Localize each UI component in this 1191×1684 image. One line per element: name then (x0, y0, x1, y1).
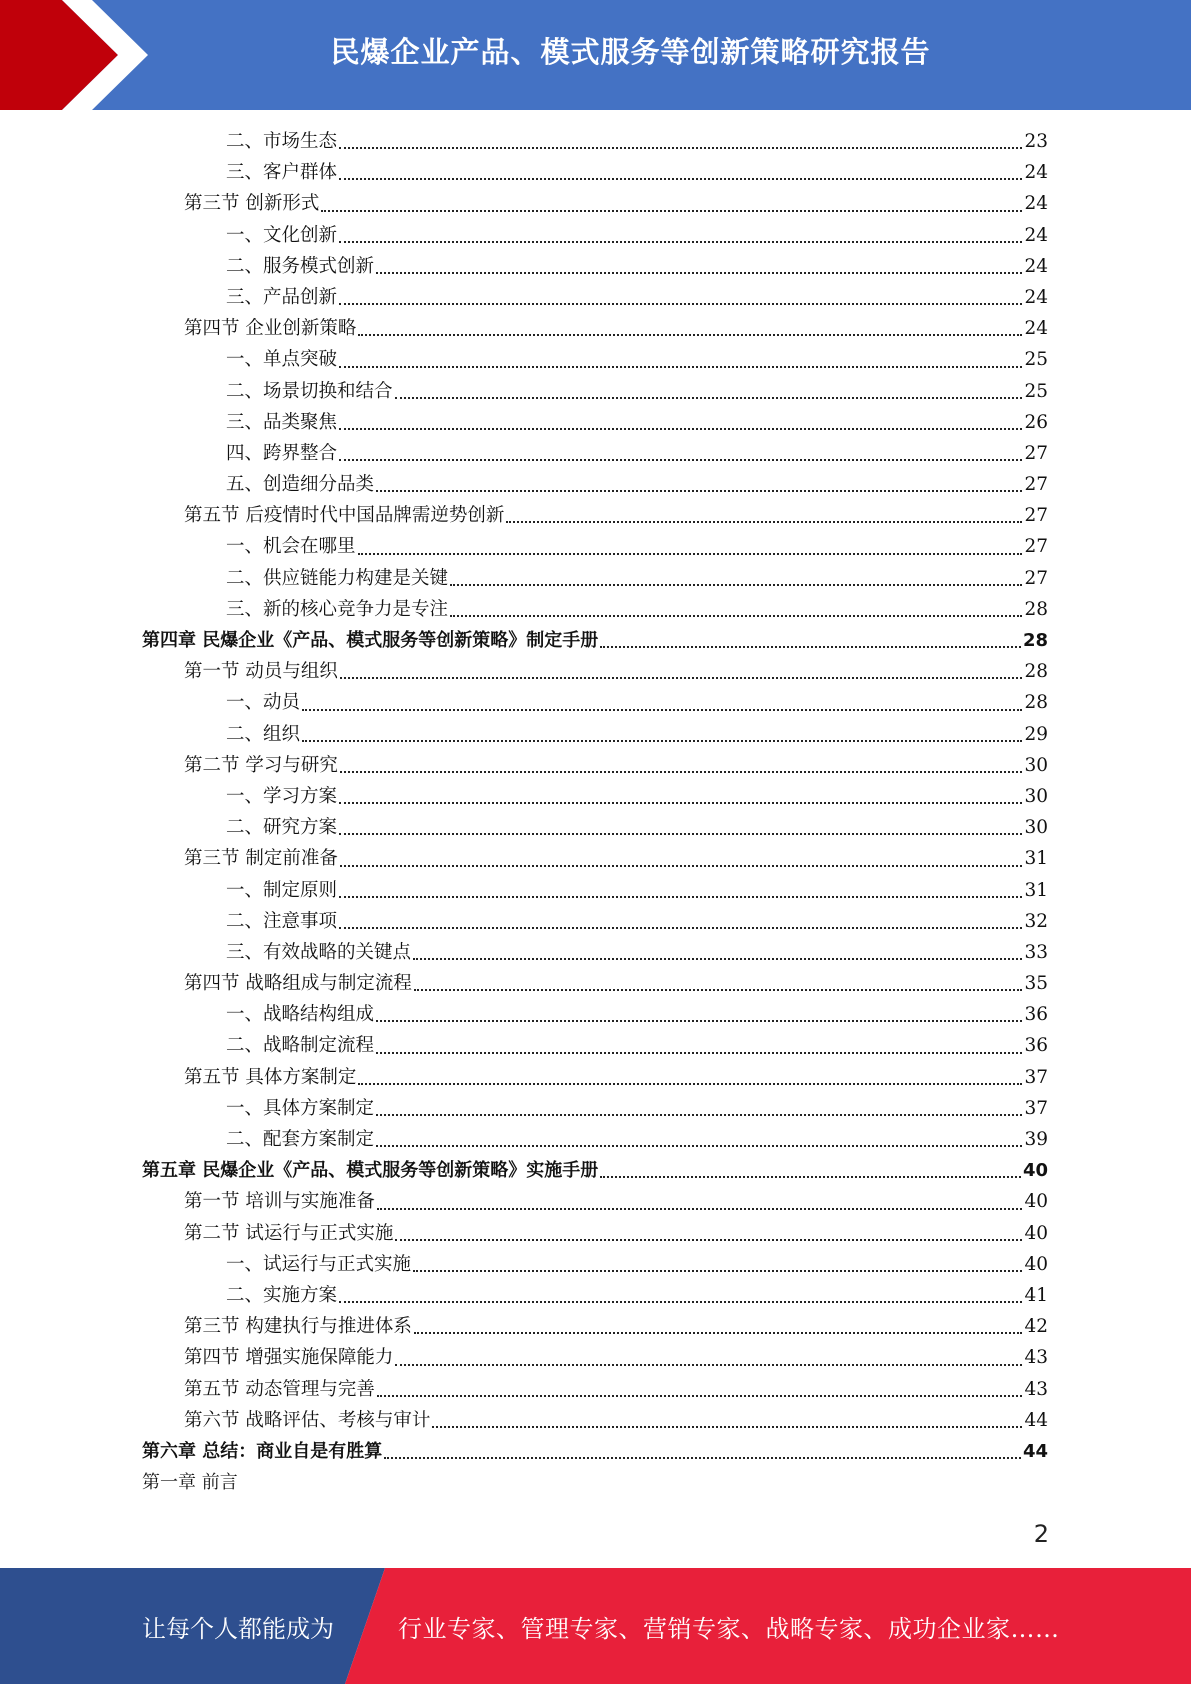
toc-entry[interactable] (142, 719, 1048, 750)
toc-entry-page: 43 (1024, 1347, 1048, 1369)
toc-dot-leader (377, 1395, 1023, 1397)
toc-dot-leader (339, 366, 1022, 368)
toc-dot-leader (414, 989, 1023, 991)
toc-dot-leader (302, 740, 1022, 742)
toc-entry-title: 一、制定原则 (226, 879, 338, 901)
toc-entry-page: 24 (1024, 224, 1048, 246)
toc-dot-leader (339, 303, 1022, 305)
toc-entry-title: 三、新的核心竞争力是专注 (226, 598, 449, 620)
toc-entry-page: 29 (1024, 723, 1048, 745)
toc-entry-title: 第三节 构建执行与推进体系 (184, 1316, 412, 1338)
toc-entry-page: 36 (1024, 1035, 1048, 1057)
toc-entry-page: 37 (1024, 1097, 1048, 1119)
toc-entry-title: 三、客户群体 (226, 162, 338, 184)
toc-entry-title: 一、具体方案制定 (226, 1097, 375, 1119)
toc-entry-title: 二、实施方案 (226, 1284, 338, 1306)
toc-dot-leader (339, 147, 1022, 149)
toc-dot-leader (600, 1176, 1021, 1178)
toc-entry[interactable] (142, 1249, 1048, 1280)
footer-slogan-right: 行业专家、管理专家、营销专家、战略专家、成功企业家…… (398, 1614, 1060, 1643)
toc-entry-page: 30 (1024, 785, 1048, 807)
toc-dot-leader (376, 490, 1022, 492)
toc-entry[interactable] (142, 313, 1048, 344)
toc-entry[interactable] (142, 1030, 1048, 1061)
toc-dot-leader (358, 334, 1022, 336)
toc-dot-leader (339, 833, 1022, 835)
toc-entry-title: 第六章 总结：商业自是有胜算 (142, 1440, 383, 1462)
toc-entry-title: 二、场景切换和结合 (226, 380, 393, 402)
toc-entry-title: 第五节 后疫情时代中国品牌需逆势创新 (184, 505, 505, 527)
toc-entry[interactable] (142, 875, 1048, 906)
toc-entry-page: 28 (1024, 598, 1048, 620)
toc-entry[interactable] (142, 563, 1048, 594)
toc-dot-leader (376, 1145, 1022, 1147)
toc-entry-title: 二、研究方案 (226, 817, 338, 839)
toc-entry[interactable] (142, 531, 1048, 562)
toc-entry-page: 40 (1024, 1253, 1048, 1275)
toc-entry-page: 26 (1024, 411, 1048, 433)
toc-entry-page: 25 (1024, 349, 1048, 371)
toc-dot-leader (450, 615, 1022, 617)
toc-entry-title: 第一节 动员与组织 (184, 661, 338, 683)
toc-entry-title: 第五章 民爆企业《产品、模式服务等创新策略》实施手册 (142, 1160, 599, 1182)
toc-entry-title: 第四节 增强实施保障能力 (184, 1347, 394, 1369)
toc-entry[interactable] (142, 906, 1048, 937)
toc-entry-title: 第五节 具体方案制定 (184, 1066, 357, 1088)
toc-entry[interactable] (142, 625, 1048, 656)
toc-entry-page: 39 (1024, 1129, 1048, 1150)
toc-entry-page: 28 (1022, 630, 1048, 651)
toc-entry[interactable] (142, 781, 1048, 812)
toc-entry-title: 二、组织 (226, 723, 301, 745)
toc-entry[interactable] (142, 1405, 1048, 1436)
toc-dot-leader (376, 1052, 1022, 1054)
toc-dot-leader (376, 1020, 1022, 1022)
toc-dot-leader (413, 1270, 1022, 1272)
toc-entry-page: 27 (1024, 474, 1048, 496)
toc-entry[interactable] (142, 687, 1048, 718)
toc-entry-title: 第五节 动态管理与完善 (184, 1378, 375, 1400)
toc-entry[interactable] (142, 1093, 1048, 1124)
toc-entry[interactable] (142, 1155, 1048, 1186)
toc-entry-page: 37 (1024, 1066, 1048, 1088)
toc-entry-title: 一、战略结构组成 (226, 1004, 375, 1026)
toc-dot-leader (376, 1114, 1022, 1116)
toc-dot-leader (302, 709, 1022, 711)
toc-entry-page: 42 (1024, 1316, 1048, 1338)
toc-entry-title: 第四节 企业创新策略 (184, 318, 357, 340)
toc-dot-leader (450, 584, 1022, 586)
toc-entry[interactable] (142, 1186, 1048, 1217)
toc-entry[interactable] (142, 937, 1048, 968)
toc-entry[interactable] (142, 999, 1048, 1030)
toc-entry[interactable] (142, 469, 1048, 500)
toc-dot-leader (339, 1301, 1022, 1303)
toc-entry-title: 二、注意事项 (226, 910, 338, 932)
toc-dot-leader (339, 802, 1022, 804)
toc-entry[interactable] (142, 220, 1048, 251)
toc-entry-page: 27 (1024, 567, 1048, 589)
toc-entry-page: 35 (1024, 973, 1048, 995)
toc-entry-title: 第二节 学习与研究 (184, 754, 338, 776)
toc-entry-page: 31 (1024, 879, 1048, 901)
toc-entry-title: 第一章 前言 (142, 1472, 238, 1494)
page-number: 2 (1033, 1520, 1049, 1548)
toc-entry[interactable] (142, 1342, 1048, 1373)
toc-entry[interactable] (142, 500, 1048, 531)
toc-entry-page: 24 (1024, 318, 1048, 340)
toc-entry[interactable] (142, 157, 1048, 188)
toc-entry[interactable] (142, 344, 1048, 375)
toc-entry-page: 33 (1024, 941, 1048, 963)
toc-entry-title: 一、动员 (226, 692, 301, 714)
toc-dot-leader (413, 958, 1022, 960)
toc-entry[interactable] (142, 1280, 1048, 1311)
toc-entry-title: 三、品类聚焦 (226, 411, 338, 433)
toc-dot-leader (358, 553, 1023, 555)
toc-dot-leader (340, 677, 1023, 679)
toc-dot-leader (339, 241, 1022, 243)
toc-entry[interactable] (142, 843, 1048, 874)
toc-dot-leader (395, 397, 1023, 399)
toc-entry-page: 31 (1024, 848, 1048, 870)
toc-entry[interactable] (142, 1374, 1048, 1405)
toc-entry-title: 二、供应链能力构建是关键 (226, 567, 449, 589)
toc-dot-leader (600, 646, 1021, 648)
toc-dot-leader (432, 1426, 1022, 1428)
toc-entry-title: 一、文化创新 (226, 224, 338, 246)
toc-entry-title: 一、试运行与正式实施 (226, 1253, 412, 1275)
toc-entry-page: 27 (1024, 536, 1048, 558)
toc-entry-title: 一、单点突破 (226, 349, 338, 371)
toc-entry-title: 一、机会在哪里 (226, 536, 356, 558)
toc-entry-title: 第二节 试运行与正式实施 (184, 1222, 394, 1244)
toc-entry[interactable] (142, 656, 1048, 687)
toc-entry[interactable] (142, 1467, 1048, 1498)
toc-entry-title: 第三节 制定前准备 (184, 848, 338, 870)
toc-entry[interactable] (142, 407, 1048, 438)
toc-entry[interactable] (142, 1062, 1048, 1093)
toc-dot-leader (414, 1332, 1023, 1334)
toc-entry-title: 第三节 创新形式 (184, 193, 320, 215)
toc-dot-leader (506, 521, 1022, 523)
toc-entry-page: 36 (1024, 1004, 1048, 1026)
toc-entry-page: 27 (1024, 442, 1048, 464)
toc-entry-page: 28 (1024, 661, 1048, 683)
toc-entry[interactable] (142, 126, 1048, 157)
toc-entry[interactable] (142, 1311, 1048, 1342)
toc-entry-page: 24 (1024, 286, 1048, 308)
toc-dot-leader (339, 896, 1022, 898)
footer-slogan-left: 让每个人都能成为 (142, 1614, 334, 1643)
toc-entry-page: 41 (1024, 1284, 1048, 1306)
toc-entry-page: 32 (1024, 910, 1048, 932)
page-footer (0, 1568, 1191, 1684)
toc-entry-page: 40 (1022, 1160, 1048, 1182)
toc-entry-title: 二、配套方案制定 (226, 1129, 375, 1150)
toc-entry[interactable] (142, 1124, 1048, 1155)
toc-entry-page: 23 (1024, 131, 1048, 152)
toc-entry-title: 二、市场生态 (226, 131, 338, 152)
document-title: 民爆企业产品、模式服务等创新策略研究报告 (330, 34, 931, 69)
toc-entry[interactable] (142, 1436, 1048, 1467)
toc-dot-leader (340, 865, 1023, 867)
toc-entry[interactable] (142, 750, 1048, 781)
toc-dot-leader (321, 210, 1022, 212)
page-header (0, 0, 1191, 110)
toc-entry[interactable] (142, 251, 1048, 282)
toc-entry[interactable] (142, 1218, 1048, 1249)
header-arrow-decoration (0, 0, 150, 110)
toc-dot-leader (377, 1208, 1023, 1210)
toc-entry-title: 三、产品创新 (226, 286, 338, 308)
toc-entry-page: 30 (1024, 754, 1048, 776)
toc-entry-page: 43 (1024, 1378, 1048, 1400)
toc-entry[interactable] (142, 594, 1048, 625)
toc-entry[interactable] (142, 376, 1048, 407)
toc-entry-page: 27 (1024, 505, 1048, 527)
toc-entry[interactable] (142, 812, 1048, 843)
toc-dot-leader (395, 1239, 1022, 1241)
toc-entry-title: 二、服务模式创新 (226, 255, 375, 277)
toc-entry[interactable] (142, 438, 1048, 469)
toc-dot-leader (358, 1083, 1022, 1085)
toc-entry-title: 三、有效战略的关键点 (226, 941, 412, 963)
toc-entry-page: 40 (1024, 1222, 1048, 1244)
toc-entry-page: 24 (1024, 193, 1048, 215)
toc-entry[interactable] (142, 282, 1048, 313)
toc-dot-leader (339, 428, 1022, 430)
toc-dot-leader (339, 459, 1022, 461)
toc-entry-page: 24 (1024, 162, 1048, 184)
toc-dot-leader (340, 771, 1023, 773)
toc-entry[interactable] (142, 968, 1048, 999)
toc-entry-title: 五、创造细分品类 (226, 474, 375, 496)
toc-entry-page: 44 (1022, 1440, 1048, 1462)
toc-dot-leader (384, 1457, 1021, 1459)
toc-dot-leader (339, 178, 1022, 180)
toc-entry[interactable] (142, 188, 1048, 219)
toc-dot-leader (395, 1364, 1022, 1366)
table-of-contents (142, 126, 1048, 1498)
toc-entry-title: 一、学习方案 (226, 785, 338, 807)
toc-entry-page: 24 (1024, 255, 1048, 277)
toc-entry-page: 40 (1024, 1191, 1048, 1213)
toc-entry-title: 二、战略制定流程 (226, 1035, 375, 1057)
toc-dot-leader (376, 272, 1022, 274)
toc-entry-page: 44 (1024, 1409, 1048, 1431)
toc-entry-page: 25 (1024, 380, 1048, 402)
toc-entry-title: 第四节 战略组成与制定流程 (184, 973, 412, 995)
toc-entry-title: 第四章 民爆企业《产品、模式服务等创新策略》制定手册 (142, 630, 599, 651)
toc-dot-leader (339, 927, 1022, 929)
toc-entry-title: 第六节 战略评估、考核与审计 (184, 1409, 431, 1431)
toc-entry-page: 30 (1024, 817, 1048, 839)
toc-entry-page: 28 (1024, 692, 1048, 714)
toc-entry-title: 第一节 培训与实施准备 (184, 1191, 375, 1213)
toc-entry-title: 四、跨界整合 (226, 442, 338, 464)
